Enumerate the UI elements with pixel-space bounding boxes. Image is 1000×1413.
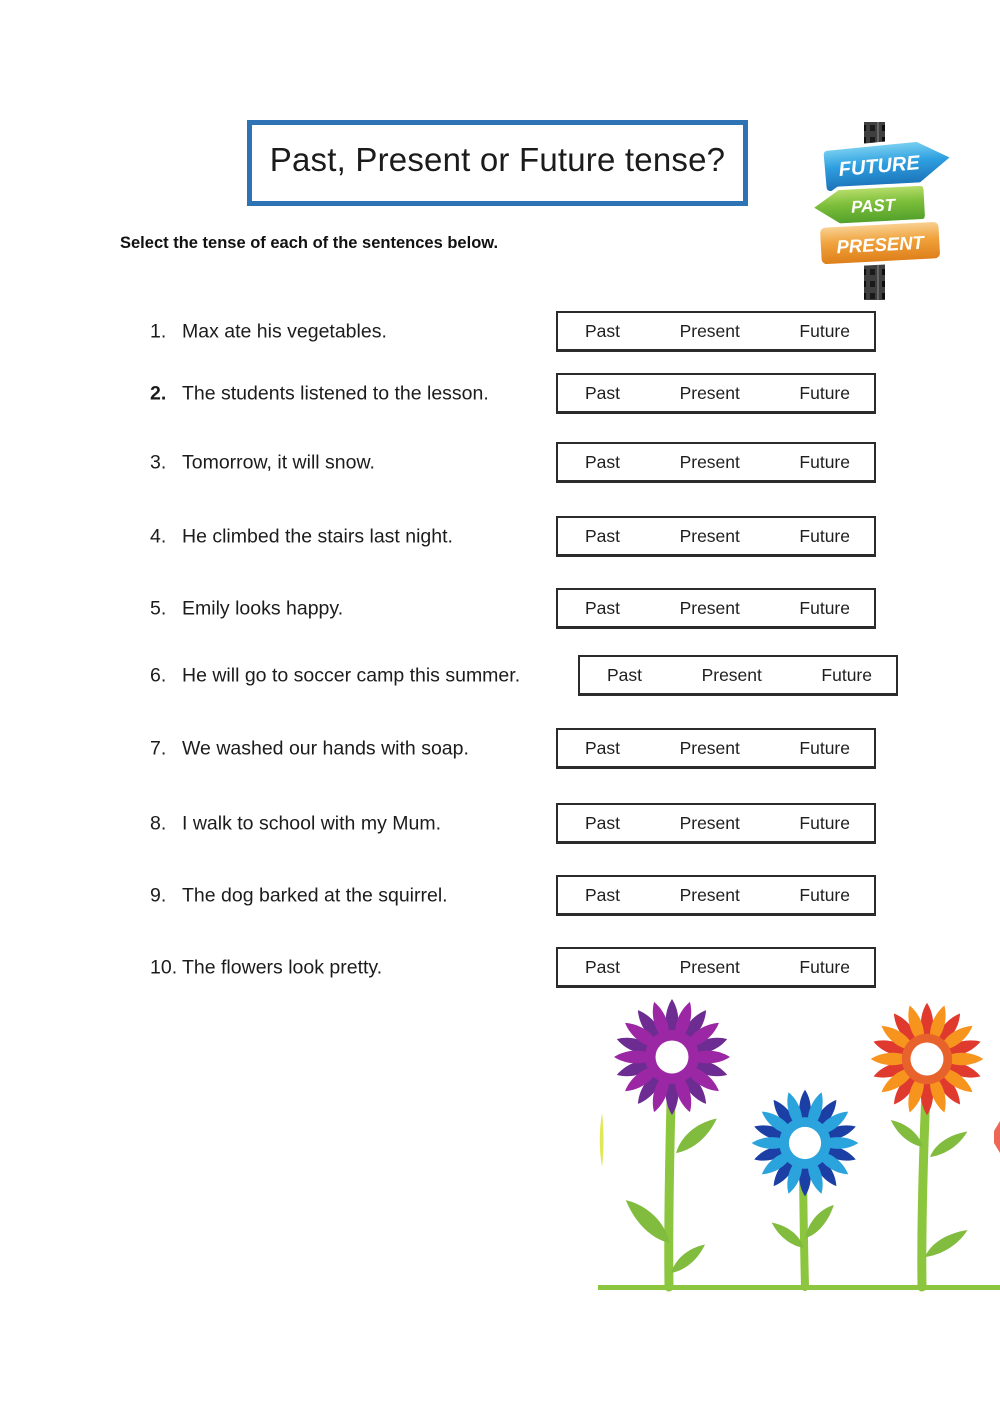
tense-options-box xyxy=(556,516,876,557)
option-past[interactable]: Past xyxy=(607,664,643,685)
tense-options-box xyxy=(556,875,876,916)
option-future[interactable]: Future xyxy=(821,664,872,685)
edge-sliver-right xyxy=(994,1121,1000,1153)
option-past[interactable]: Past xyxy=(585,451,621,472)
question-sentence xyxy=(150,525,453,548)
orange-flower xyxy=(871,1003,984,1116)
ground-line xyxy=(598,1285,1000,1290)
question-sentence xyxy=(150,320,387,343)
question-row-5 xyxy=(0,588,1000,629)
tense-options-box xyxy=(556,373,876,414)
tense-options-box xyxy=(556,947,876,988)
question-text: He will go to soccer camp this summer. xyxy=(182,664,521,686)
tense-options-box xyxy=(578,655,898,696)
question-row-2 xyxy=(0,373,1000,414)
question-text: I walk to school with my Mum. xyxy=(182,812,441,834)
option-future[interactable]: Future xyxy=(799,382,850,403)
question-text: Emily looks happy. xyxy=(182,597,344,619)
edge-sliver-left xyxy=(600,1113,604,1167)
question-row-4 xyxy=(0,516,1000,557)
option-future[interactable]: Future xyxy=(799,737,850,758)
option-future[interactable]: Future xyxy=(799,451,850,472)
option-past[interactable]: Past xyxy=(585,597,621,618)
tense-options-box xyxy=(556,803,876,844)
question-sentence xyxy=(150,451,375,474)
option-future[interactable]: Future xyxy=(799,525,850,546)
question-number: 1. xyxy=(150,320,167,342)
question-text: Max ate his vegetables. xyxy=(182,320,387,342)
option-present[interactable]: Present xyxy=(679,320,740,341)
question-sentence xyxy=(150,812,441,835)
future-sign-label: FUTURE xyxy=(837,152,921,182)
option-present[interactable]: Present xyxy=(679,956,740,977)
option-future[interactable]: Future xyxy=(799,956,850,977)
present-sign xyxy=(818,220,942,266)
option-past[interactable]: Past xyxy=(585,956,621,977)
option-future[interactable]: Future xyxy=(799,320,850,341)
question-row-6 xyxy=(0,655,1000,696)
tense-options-box xyxy=(556,728,876,769)
option-past[interactable]: Past xyxy=(585,737,621,758)
question-sentence xyxy=(150,664,520,687)
option-past[interactable]: Past xyxy=(585,320,621,341)
tense-options-box xyxy=(556,311,876,352)
option-present[interactable]: Present xyxy=(679,451,740,472)
question-sentence xyxy=(150,956,382,979)
question-row-1 xyxy=(0,311,1000,352)
question-number: 4. xyxy=(150,525,167,547)
option-present[interactable]: Present xyxy=(679,597,740,618)
question-number: 2. xyxy=(150,382,167,404)
option-future[interactable]: Future xyxy=(799,597,850,618)
question-text: The students listened to the lesson. xyxy=(182,382,489,404)
question-text: The flowers look pretty. xyxy=(182,956,383,978)
question-row-10 xyxy=(0,947,1000,988)
option-present[interactable]: Present xyxy=(679,884,740,905)
question-text: We washed our hands with soap. xyxy=(182,737,469,759)
option-past[interactable]: Past xyxy=(585,382,621,403)
option-past[interactable]: Past xyxy=(585,812,621,833)
question-sentence xyxy=(150,597,343,620)
option-present[interactable]: Present xyxy=(701,664,762,685)
blue-flower xyxy=(752,1090,859,1197)
question-number: 8. xyxy=(150,812,167,834)
option-present[interactable]: Present xyxy=(679,812,740,833)
question-number: 7. xyxy=(150,737,167,759)
question-row-8 xyxy=(0,803,1000,844)
question-text: The dog barked at the squirrel. xyxy=(182,884,448,906)
question-row-3 xyxy=(0,442,1000,483)
present-sign-label: PRESENT xyxy=(835,231,925,258)
purple-flower xyxy=(614,999,730,1115)
option-past[interactable]: Past xyxy=(585,525,621,546)
option-present[interactable]: Present xyxy=(679,737,740,758)
tense-options-box xyxy=(556,442,876,483)
tense-options-box xyxy=(556,588,876,629)
question-sentence xyxy=(150,884,448,907)
option-present[interactable]: Present xyxy=(679,525,740,546)
question-sentence xyxy=(150,382,489,405)
question-text: Tomorrow, it will snow. xyxy=(182,451,375,473)
flowers-illustration xyxy=(590,995,1000,1295)
option-future[interactable]: Future xyxy=(799,812,850,833)
question-number: 9. xyxy=(150,884,167,906)
question-number: 6. xyxy=(150,664,167,686)
option-future[interactable]: Future xyxy=(799,884,850,905)
past-sign-label: PAST xyxy=(850,195,896,217)
title-box xyxy=(247,120,748,206)
question-number: 5. xyxy=(150,597,167,619)
question-number: 3. xyxy=(150,451,167,473)
signpost-illustration xyxy=(795,110,995,310)
question-sentence xyxy=(150,737,469,760)
question-row-9 xyxy=(0,875,1000,916)
option-present[interactable]: Present xyxy=(679,382,740,403)
page-title: Past, Present or Future tense? xyxy=(269,141,726,178)
question-text: He climbed the stairs last night. xyxy=(182,525,453,547)
option-past[interactable]: Past xyxy=(585,884,621,905)
question-row-7 xyxy=(0,728,1000,769)
instruction-text: Select the tense of each of the sentences below. xyxy=(120,234,499,252)
question-number: 10. xyxy=(150,956,178,978)
